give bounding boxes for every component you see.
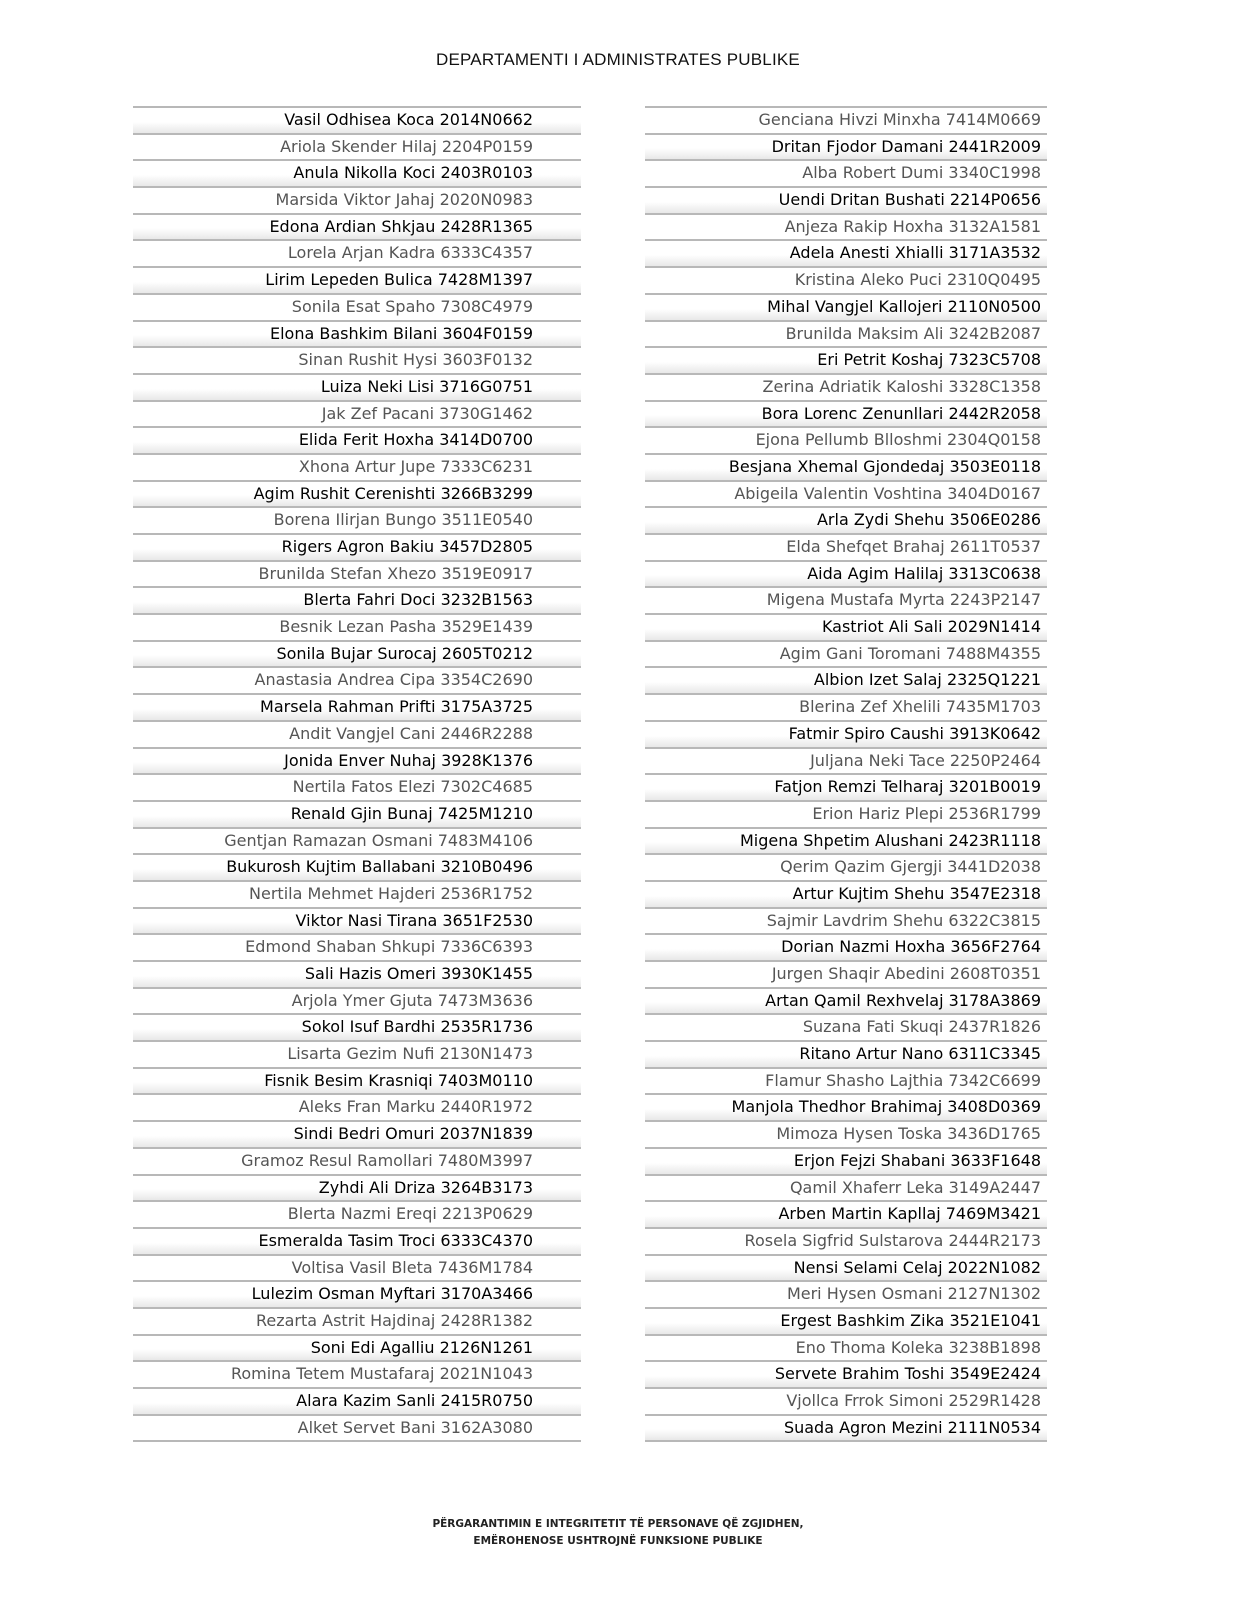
list-item: Aida Agim Halilaj 3313C0638 xyxy=(645,560,1047,587)
list-item: Vasil Odhisea Koca 2014N0662 xyxy=(133,106,581,133)
list-item: Xhona Artur Jupe 7333C6231 xyxy=(133,453,581,480)
list-item: Gentjan Ramazan Osmani 7483M4106 xyxy=(133,827,581,854)
list-item: Rigers Agron Bakiu 3457D2805 xyxy=(133,533,581,560)
list-item: Rezarta Astrit Hajdinaj 2428R1382 xyxy=(133,1307,581,1334)
list-item: Manjola Thedhor Brahimaj 3408D0369 xyxy=(645,1093,1047,1120)
list-item: Marsida Viktor Jahaj 2020N0983 xyxy=(133,186,581,213)
list-item: Meri Hysen Osmani 2127N1302 xyxy=(645,1280,1047,1307)
list-item: Esmeralda Tasim Troci 6333C4370 xyxy=(133,1227,581,1254)
list-item: Genciana Hivzi Minxha 7414M0669 xyxy=(645,106,1047,133)
list-item: Kristina Aleko Puci 2310Q0495 xyxy=(645,266,1047,293)
list-item: Adela Anesti Xhialli 3171A3532 xyxy=(645,239,1047,266)
list-item: Mimoza Hysen Toska 3436D1765 xyxy=(645,1120,1047,1147)
list-item: Bukurosh Kujtim Ballabani 3210B0496 xyxy=(133,853,581,880)
list-item: Nertila Fatos Elezi 7302C4685 xyxy=(133,773,581,800)
list-item: Alara Kazim Sanli 2415R0750 xyxy=(133,1387,581,1414)
list-item: Bora Lorenc Zenunllari 2442R2058 xyxy=(645,400,1047,427)
list-item: Fisnik Besim Krasniqi 7403M0110 xyxy=(133,1067,581,1094)
list-item: Kastriot Ali Sali 2029N1414 xyxy=(645,613,1047,640)
list-item: Erion Hariz Plepi 2536R1799 xyxy=(645,800,1047,827)
list-item: Luiza Neki Lisi 3716G0751 xyxy=(133,373,581,400)
list-item: Sonila Esat Spaho 7308C4979 xyxy=(133,293,581,320)
list-item: Andit Vangjel Cani 2446R2288 xyxy=(133,720,581,747)
list-item: Besjana Xhemal Gjondedaj 3503E0118 xyxy=(645,453,1047,480)
list-item: Sokol Isuf Bardhi 2535R1736 xyxy=(133,1013,581,1040)
list-item: Lulezim Osman Myftari 3170A3466 xyxy=(133,1280,581,1307)
list-item: Artan Qamil Rexhvelaj 3178A3869 xyxy=(645,987,1047,1014)
list-item: Elida Ferit Hoxha 3414D0700 xyxy=(133,426,581,453)
list-item: Albion Izet Salaj 2325Q1221 xyxy=(645,666,1047,693)
list-end-divider xyxy=(645,1440,1047,1442)
list-item: Anjeza Rakip Hoxha 3132A1581 xyxy=(645,213,1047,240)
list-item: Aleks Fran Marku 2440R1972 xyxy=(133,1093,581,1120)
list-item: Jonida Enver Nuhaj 3928K1376 xyxy=(133,747,581,774)
list-end-divider xyxy=(133,1440,581,1442)
list-item: Sinan Rushit Hysi 3603F0132 xyxy=(133,346,581,373)
list-item: Dritan Fjodor Damani 2441R2009 xyxy=(645,133,1047,160)
list-item: Artur Kujtim Shehu 3547E2318 xyxy=(645,880,1047,907)
list-item: Eno Thoma Koleka 3238B1898 xyxy=(645,1334,1047,1361)
list-item: Sajmir Lavdrim Shehu 6322C3815 xyxy=(645,907,1047,934)
list-item: Arjola Ymer Gjuta 7473M3636 xyxy=(133,987,581,1014)
list-item: Alket Servet Bani 3162A3080 xyxy=(133,1414,581,1441)
list-item: Blerta Nazmi Ereqi 2213P0629 xyxy=(133,1200,581,1227)
list-item: Fatmir Spiro Caushi 3913K0642 xyxy=(645,720,1047,747)
list-item: Alba Robert Dumi 3340C1998 xyxy=(645,159,1047,186)
list-item: Ritano Artur Nano 6311C3345 xyxy=(645,1040,1047,1067)
list-item: Brunilda Stefan Xhezo 3519E0917 xyxy=(133,560,581,587)
list-item: Brunilda Maksim Ali 3242B2087 xyxy=(645,320,1047,347)
left-name-list xyxy=(133,106,581,1442)
list-item: Ariola Skender Hilaj 2204P0159 xyxy=(133,133,581,160)
list-item: Servete Brahim Toshi 3549E2424 xyxy=(645,1360,1047,1387)
list-item: Migena Shpetim Alushani 2423R1118 xyxy=(645,827,1047,854)
list-item: Borena Ilirjan Bungo 3511E0540 xyxy=(133,506,581,533)
list-item: Edmond Shaban Shkupi 7336C6393 xyxy=(133,933,581,960)
list-item: Arben Martin Kapllaj 7469M3421 xyxy=(645,1200,1047,1227)
list-item: Ergest Bashkim Zika 3521E1041 xyxy=(645,1307,1047,1334)
list-item: Abigeila Valentin Voshtina 3404D0167 xyxy=(645,480,1047,507)
list-item: Jak Zef Pacani 3730G1462 xyxy=(133,400,581,427)
list-item: Suada Agron Mezini 2111N0534 xyxy=(645,1414,1047,1441)
list-item: Romina Tetem Mustafaraj 2021N1043 xyxy=(133,1360,581,1387)
list-item: Qamil Xhaferr Leka 3149A2447 xyxy=(645,1174,1047,1201)
list-item: Edona Ardian Shkjau 2428R1365 xyxy=(133,213,581,240)
list-item: Uendi Dritan Bushati 2214P0656 xyxy=(645,186,1047,213)
list-item: Elona Bashkim Bilani 3604F0159 xyxy=(133,320,581,347)
list-item: Dorian Nazmi Hoxha 3656F2764 xyxy=(645,933,1047,960)
list-item: Jurgen Shaqir Abedini 2608T0351 xyxy=(645,960,1047,987)
list-item: Zerina Adriatik Kaloshi 3328C1358 xyxy=(645,373,1047,400)
list-item: Lorela Arjan Kadra 6333C4357 xyxy=(133,239,581,266)
list-item: Renald Gjin Bunaj 7425M1210 xyxy=(133,800,581,827)
list-item: Agim Gani Toromani 7488M4355 xyxy=(645,640,1047,667)
list-item: Lisarta Gezim Nufi 2130N1473 xyxy=(133,1040,581,1067)
page-footer xyxy=(0,1516,1236,1550)
list-item: Anula Nikolla Koci 2403R0103 xyxy=(133,159,581,186)
list-item: Ejona Pellumb Blloshmi 2304Q0158 xyxy=(645,426,1047,453)
list-item: Lirim Lepeden Bulica 7428M1397 xyxy=(133,266,581,293)
list-item: Voltisa Vasil Bleta 7436M1784 xyxy=(133,1254,581,1281)
list-item: Soni Edi Agalliu 2126N1261 xyxy=(133,1334,581,1361)
list-item: Blerina Zef Xhelili 7435M1703 xyxy=(645,693,1047,720)
list-item: Marsela Rahman Prifti 3175A3725 xyxy=(133,693,581,720)
list-item: Elda Shefqet Brahaj 2611T0537 xyxy=(645,533,1047,560)
list-item: Nensi Selami Celaj 2022N1082 xyxy=(645,1254,1047,1281)
list-item: Suzana Fati Skuqi 2437R1826 xyxy=(645,1013,1047,1040)
list-item: Zyhdi Ali Driza 3264B3173 xyxy=(133,1174,581,1201)
footer-line-1: PËRGARANTIMIN E INTEGRITETIT TË PERSONAVE QË ZGJIDHEN, xyxy=(432,1518,804,1530)
list-item: Gramoz Resul Ramollari 7480M3997 xyxy=(133,1147,581,1174)
list-item: Vjollca Frrok Simoni 2529R1428 xyxy=(645,1387,1047,1414)
list-item: Sindi Bedri Omuri 2037N1839 xyxy=(133,1120,581,1147)
list-item: Arla Zydi Shehu 3506E0286 xyxy=(645,506,1047,533)
list-item: Sonila Bujar Surocaj 2605T0212 xyxy=(133,640,581,667)
list-item: Migena Mustafa Myrta 2243P2147 xyxy=(645,586,1047,613)
list-item: Viktor Nasi Tirana 3651F2530 xyxy=(133,907,581,934)
list-item: Nertila Mehmet Hajderi 2536R1752 xyxy=(133,880,581,907)
footer-line-2: EMËROHENOSE USHTROJNË FUNKSIONE PUBLIKE xyxy=(473,1535,763,1547)
list-item: Fatjon Remzi Telharaj 3201B0019 xyxy=(645,773,1047,800)
list-item: Erjon Fejzi Shabani 3633F1648 xyxy=(645,1147,1047,1174)
page-title: DEPARTAMENTI I ADMINISTRATES PUBLIKE xyxy=(436,50,800,69)
list-item: Besnik Lezan Pasha 3529E1439 xyxy=(133,613,581,640)
list-item: Sali Hazis Omeri 3930K1455 xyxy=(133,960,581,987)
list-item: Anastasia Andrea Cipa 3354C2690 xyxy=(133,666,581,693)
list-item: Qerim Qazim Gjergji 3441D2038 xyxy=(645,853,1047,880)
list-item: Juljana Neki Tace 2250P2464 xyxy=(645,747,1047,774)
list-item: Mihal Vangjel Kallojeri 2110N0500 xyxy=(645,293,1047,320)
list-item: Agim Rushit Cerenishti 3266B3299 xyxy=(133,480,581,507)
right-name-list xyxy=(645,106,1047,1442)
list-item: Blerta Fahri Doci 3232B1563 xyxy=(133,586,581,613)
list-item: Rosela Sigfrid Sulstarova 2444R2173 xyxy=(645,1227,1047,1254)
list-item: Flamur Shasho Lajthia 7342C6699 xyxy=(645,1067,1047,1094)
list-item: Eri Petrit Koshaj 7323C5708 xyxy=(645,346,1047,373)
